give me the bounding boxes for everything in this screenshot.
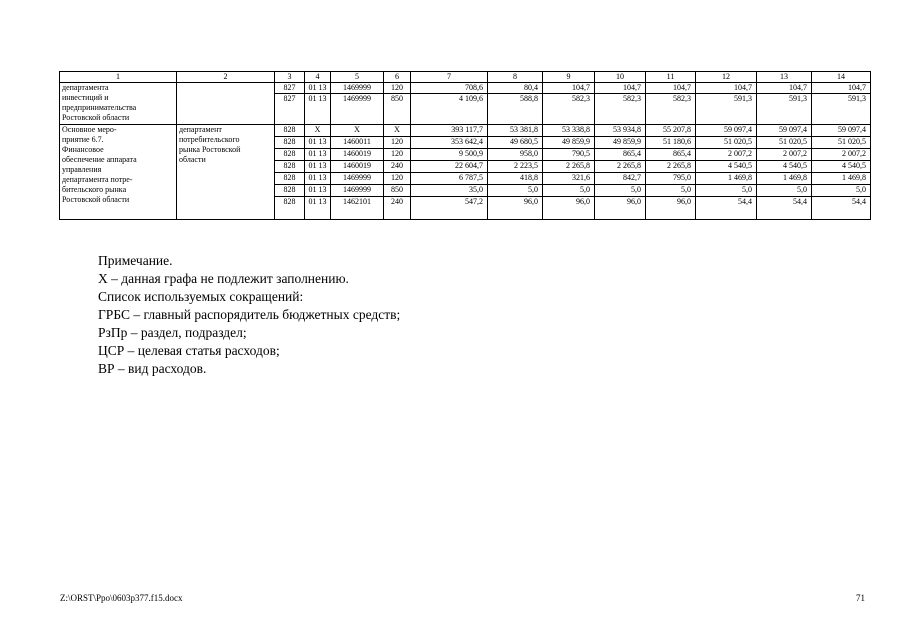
table-cell: 5,0 — [696, 185, 757, 197]
cell-text-line: области — [179, 155, 206, 164]
table-cell: 2 223,5 — [488, 161, 543, 173]
table-cell: 5,0 — [543, 185, 595, 197]
header-cell: 3 — [275, 72, 305, 83]
file-path: Z:\ORST\Ppo\0603p377.f15.docx — [60, 593, 183, 603]
table-cell: 35,0 — [411, 185, 488, 197]
table-cell: 795,0 — [646, 173, 696, 185]
table-cell: 2 007,2 — [696, 149, 757, 161]
table-cell: 53 381,8 — [488, 125, 543, 137]
table-cell: 1462101 — [331, 197, 384, 220]
table-cell: 5,0 — [595, 185, 646, 197]
table-cell: 49 680,5 — [488, 137, 543, 149]
cell-text-line: инвестиций и — [62, 93, 109, 102]
table-cell: 850 — [384, 94, 411, 125]
table-cell: 120 — [384, 137, 411, 149]
table-cell: 01 13 — [305, 173, 331, 185]
cell-text-line: департамент — [179, 125, 222, 134]
table-cell: 51 020,5 — [696, 137, 757, 149]
table-cell: 59 097,4 — [696, 125, 757, 137]
cell-text-line: департамента потре- — [62, 175, 133, 184]
table-cell: 22 604,7 — [411, 161, 488, 173]
cell-text-line: обеспечение аппарата — [62, 155, 137, 164]
table-cell: 5,0 — [488, 185, 543, 197]
cell-text-line: потребительского — [179, 135, 240, 144]
note-line: Х – данная графа не подлежит заполнению. — [98, 271, 349, 286]
header-cell: 7 — [411, 72, 488, 83]
table-cell: 51 020,5 — [757, 137, 812, 149]
table-cell: 2 007,2 — [757, 149, 812, 161]
header-cell: 5 — [331, 72, 384, 83]
cell-text-line: рынка Ростовской — [179, 145, 241, 154]
table-cell: 01 13 — [305, 149, 331, 161]
table-cell: 708,6 — [411, 83, 488, 94]
table-cell: 51 180,6 — [646, 137, 696, 149]
table-cell: 2 265,8 — [595, 161, 646, 173]
table-cell: 240 — [384, 161, 411, 173]
table-cell: 1469999 — [331, 185, 384, 197]
header-cell: 8 — [488, 72, 543, 83]
cell-text-line: Ростовской области — [62, 195, 130, 204]
grbs-cell — [177, 83, 275, 125]
table-cell: 1 469,8 — [812, 173, 871, 185]
table-cell: 1 469,8 — [696, 173, 757, 185]
table-cell: 104,7 — [646, 83, 696, 94]
table-cell: 828 — [275, 197, 305, 220]
table-cell: 591,3 — [812, 94, 871, 125]
table-cell: 582,3 — [646, 94, 696, 125]
table-cell: 1469999 — [331, 83, 384, 94]
cell-text-line: департамента — [62, 83, 109, 92]
table-cell: 582,3 — [543, 94, 595, 125]
note-line: ГРБС – главный распорядитель бюджетных средств; — [98, 307, 401, 322]
table-cell: X — [305, 125, 331, 137]
table-cell: 5,0 — [812, 185, 871, 197]
table-row — [60, 125, 871, 137]
table-cell: 01 13 — [305, 197, 331, 220]
table-cell: 54,4 — [757, 197, 812, 220]
table-cell: 96,0 — [488, 197, 543, 220]
table-cell: 104,7 — [595, 83, 646, 94]
table-cell: 240 — [384, 197, 411, 220]
table-cell: 4 540,5 — [696, 161, 757, 173]
note-line: ВР – вид расходов. — [98, 361, 207, 376]
table-cell: 591,3 — [757, 94, 812, 125]
table-cell: 2 265,8 — [646, 161, 696, 173]
table-cell: 790,5 — [543, 149, 595, 161]
table-header-row — [60, 72, 871, 83]
row-name-cell — [60, 125, 177, 220]
table-cell: 01 13 — [305, 185, 331, 197]
table-cell: 53 338,8 — [543, 125, 595, 137]
budget-table — [59, 71, 871, 220]
table-cell: 827 — [275, 83, 305, 94]
table-cell: 588,8 — [488, 94, 543, 125]
table-cell: 418,8 — [488, 173, 543, 185]
table-cell: 01 13 — [305, 137, 331, 149]
table-cell: 393 117,7 — [411, 125, 488, 137]
table-cell: 51 020,5 — [812, 137, 871, 149]
page-number: 71 — [856, 593, 865, 603]
table-cell: 120 — [384, 149, 411, 161]
table-cell: 96,0 — [543, 197, 595, 220]
table-cell: 104,7 — [757, 83, 812, 94]
table-cell: 54,4 — [696, 197, 757, 220]
table-cell: 59 097,4 — [812, 125, 871, 137]
table-cell: 2 265,8 — [543, 161, 595, 173]
table-cell: 1460019 — [331, 161, 384, 173]
table-cell: 4 109,6 — [411, 94, 488, 125]
table-cell: 828 — [275, 173, 305, 185]
table-cell: 55 207,8 — [646, 125, 696, 137]
header-cell: 1 — [60, 72, 177, 83]
table-cell: 53 934,8 — [595, 125, 646, 137]
table-cell: 828 — [275, 161, 305, 173]
note-line: ЦСР – целевая статья расходов; — [98, 343, 280, 358]
table-cell: 01 13 — [305, 94, 331, 125]
table-cell: 827 — [275, 94, 305, 125]
table-cell: 5,0 — [646, 185, 696, 197]
table-cell: 582,3 — [595, 94, 646, 125]
table-cell: 104,7 — [696, 83, 757, 94]
table-cell: 9 500,9 — [411, 149, 488, 161]
cell-text-line: бительского рынка — [62, 185, 127, 194]
cell-text-line: Ростовской области — [62, 113, 130, 122]
table-cell: 1460019 — [331, 149, 384, 161]
note-title: Примечание. — [98, 253, 173, 268]
header-cell: 2 — [177, 72, 275, 83]
table-cell: 1469999 — [331, 94, 384, 125]
table-cell: 01 13 — [305, 161, 331, 173]
header-cell: 10 — [595, 72, 646, 83]
table-cell: 54,4 — [812, 197, 871, 220]
table-cell: 5,0 — [757, 185, 812, 197]
table-cell: 4 540,5 — [812, 161, 871, 173]
table-cell: X — [331, 125, 384, 137]
table-cell: 4 540,5 — [757, 161, 812, 173]
table-cell: 49 859,9 — [595, 137, 646, 149]
grbs-cell — [177, 125, 275, 220]
table-cell: 865,4 — [646, 149, 696, 161]
table-cell: 547,2 — [411, 197, 488, 220]
cell-text-line: приятие 6.7. — [62, 135, 104, 144]
table-cell: 1 469,8 — [757, 173, 812, 185]
table-cell: 865,4 — [595, 149, 646, 161]
table-cell: 1460011 — [331, 137, 384, 149]
table-cell: 591,3 — [696, 94, 757, 125]
cell-text-line: предпринимательства — [62, 103, 137, 112]
table-cell: 96,0 — [646, 197, 696, 220]
table-cell: 828 — [275, 185, 305, 197]
table-cell: 104,7 — [543, 83, 595, 94]
table-cell: 104,7 — [812, 83, 871, 94]
note-line: Список используемых сокращений: — [98, 289, 304, 304]
table-cell: 59 097,4 — [757, 125, 812, 137]
table-cell: 120 — [384, 83, 411, 94]
header-cell: 4 — [305, 72, 331, 83]
table-cell: 01 13 — [305, 83, 331, 94]
notes-section — [98, 252, 400, 378]
table-cell: 6 787,5 — [411, 173, 488, 185]
header-cell: 6 — [384, 72, 411, 83]
header-cell: 11 — [646, 72, 696, 83]
cell-text-line: управления — [62, 165, 102, 174]
row-name-cell — [60, 83, 177, 125]
table-cell: 850 — [384, 185, 411, 197]
header-cell: 12 — [696, 72, 757, 83]
table-cell: 828 — [275, 125, 305, 137]
cell-text-line: Основное меро- — [62, 125, 117, 134]
table-cell: 828 — [275, 149, 305, 161]
table-cell: 96,0 — [595, 197, 646, 220]
note-line: РзПр – раздел, подраздел; — [98, 325, 247, 340]
table-cell: 828 — [275, 137, 305, 149]
table-cell: 2 007,2 — [812, 149, 871, 161]
table-cell: 120 — [384, 173, 411, 185]
header-cell: 13 — [757, 72, 812, 83]
table-cell: 842,7 — [595, 173, 646, 185]
table-cell: 49 859,9 — [543, 137, 595, 149]
table-cell: 958,0 — [488, 149, 543, 161]
cell-text-line: Финансовое — [62, 145, 104, 154]
table-cell: 321,6 — [543, 173, 595, 185]
header-cell: 14 — [812, 72, 871, 83]
header-cell: 9 — [543, 72, 595, 83]
table-cell: 353 642,4 — [411, 137, 488, 149]
table-cell: 1469999 — [331, 173, 384, 185]
table-row — [60, 83, 871, 94]
table-cell: 80,4 — [488, 83, 543, 94]
table-cell: X — [384, 125, 411, 137]
